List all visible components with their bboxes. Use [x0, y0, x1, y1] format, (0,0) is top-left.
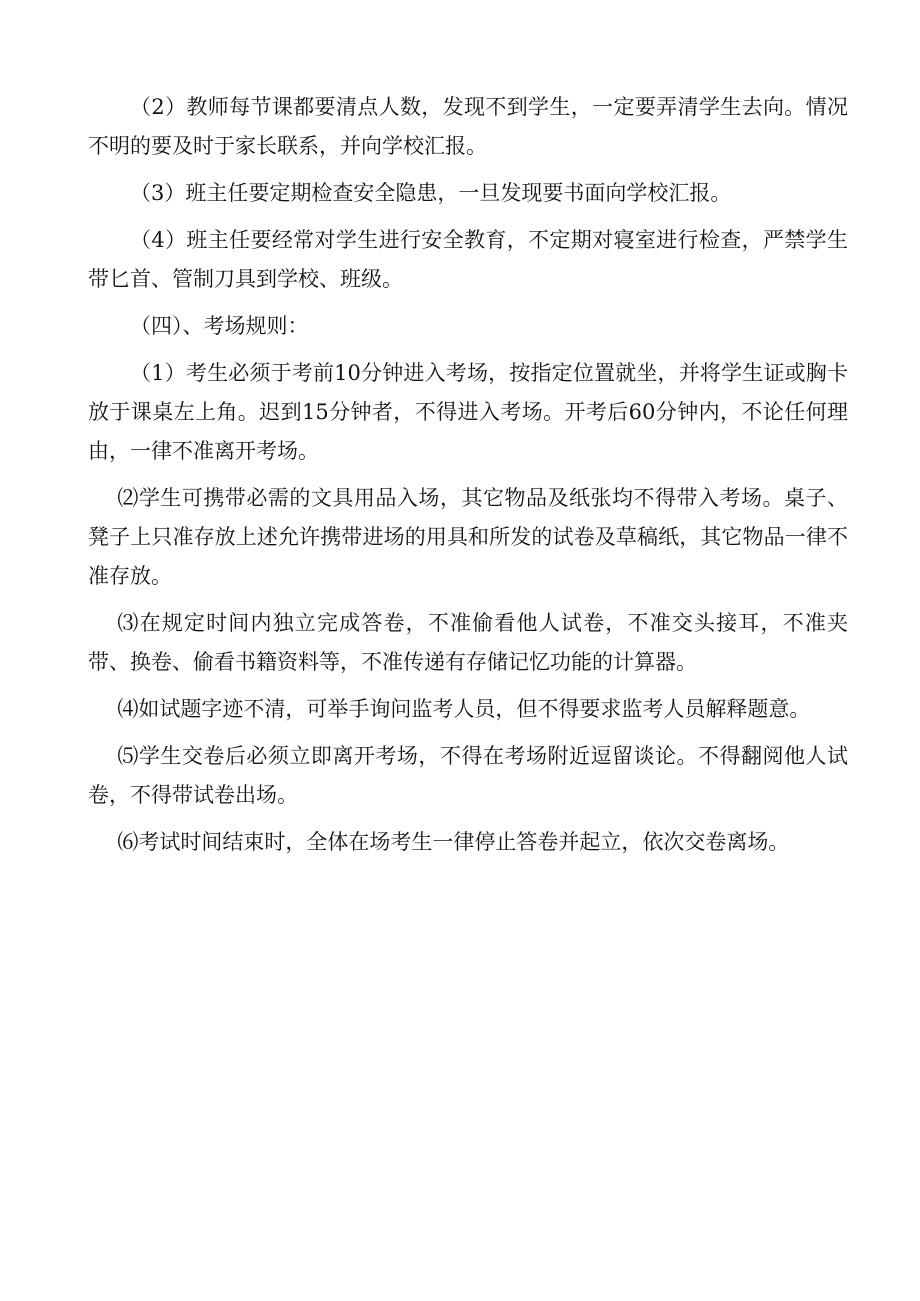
paragraph-safety-education: （4）班主任要经常对学生进行安全教育，不定期对寝室进行检查，严禁学生带匕首、管制刀具到学校、班级。 — [88, 228, 848, 291]
paragraph-teacher-headcount: （2）教师每节课都要清点人数，发现不到学生，一定要弄清学生去向。情况不明的要及时于家长联系，并向学校汇报。 — [88, 95, 848, 158]
paragraph-exam-rule-5: ⑸学生交卷后必须立即离开考场，不得在考场附近逗留谈论。不得翻阅他人试卷，不得带试卷出场。 — [88, 744, 848, 807]
paragraph-exam-rule-2: ⑵学生可携带必需的文具用品入场，其它物品及纸张均不得带入考场。桌子、凳子上只准存放上述允许携带进场的用具和所发的试卷及草稿纸，其它物品一律不准存放。 — [88, 486, 848, 588]
paragraph-exam-rule-3: ⑶在规定时间内独立完成答卷，不准偷看他人试卷，不准交头接耳，不准夹带、换卷、偷看书籍资料等，不准传递有存储记忆功能的计算器。 — [88, 611, 848, 674]
section-heading-exam-rules: （四）、考场规则： — [130, 314, 309, 338]
paragraph-exam-rule-4: ⑷如试题字迹不清，可举手询问监考人员，但不得要求监考人员解释题意。 — [117, 697, 811, 721]
paragraph-safety-hazard-check: （3）班主任要定期检查安全隐患，一旦发现要书面向学校汇报。 — [130, 181, 732, 205]
paragraph-exam-rule-6: ⑹考试时间结束时，全体在场考生一律停止答卷并起立，依次交卷离场。 — [117, 830, 790, 854]
paragraph-exam-rule-1: （1）考生必须于考前10分钟进入考场，按指定位置就坐，并将学生证或胸卡放于课桌左上角。迟到15分钟者，不得进入考场。开考后60分钟内，不论任何理由，一律不准离开考场。 — [88, 361, 848, 463]
document-page — [88, 88, 848, 870]
